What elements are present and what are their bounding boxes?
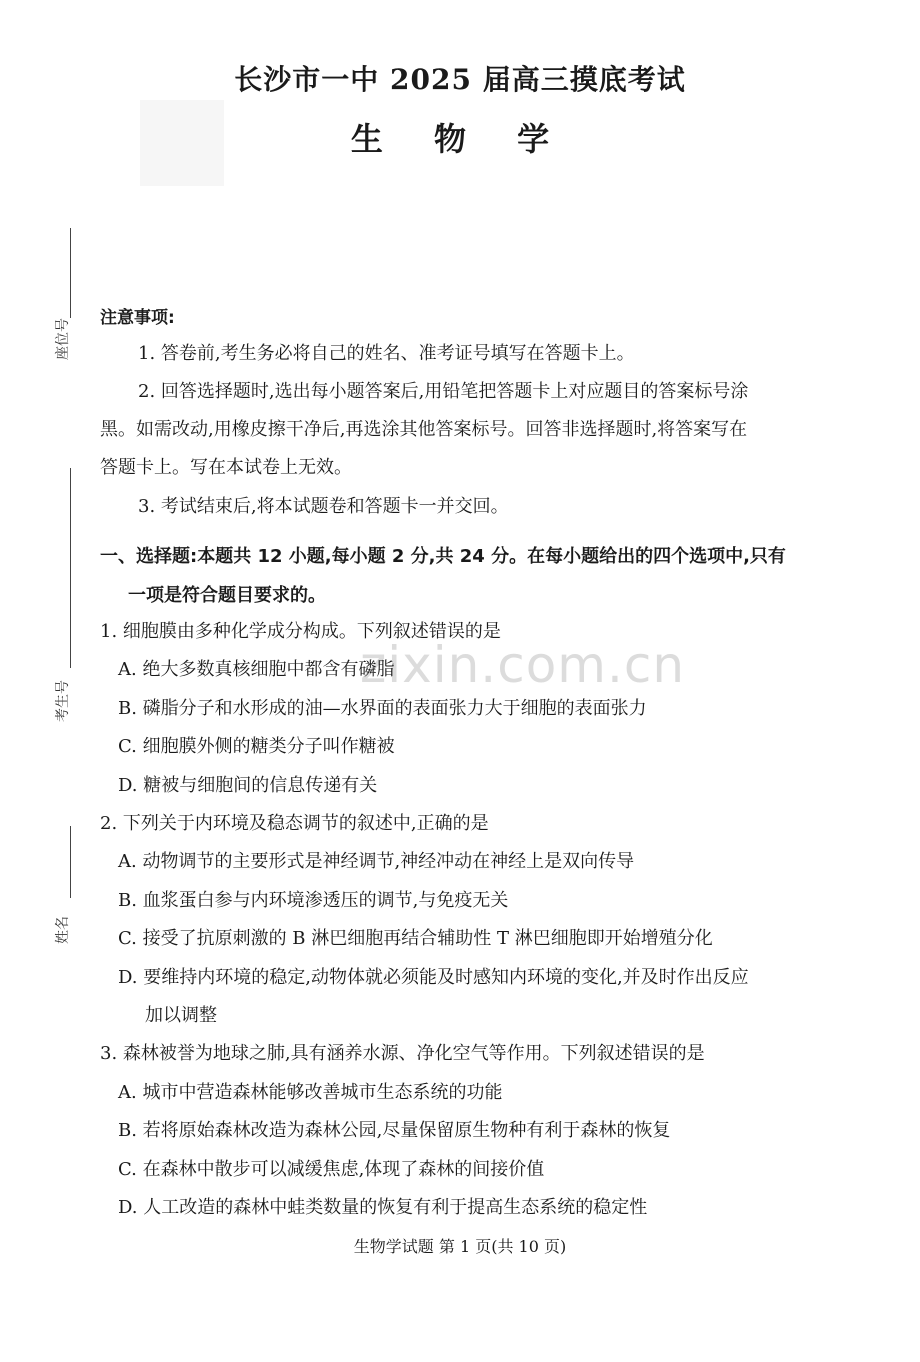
notice-item-2: 2. 回答选择题时,选出每小题答案后,用铅笔把答题卡上对应题目的答案标号涂 [138,381,749,402]
question-2-option-a: A. 动物调节的主要形式是神经调节,神经冲动在神经上是双向传导 [118,851,635,872]
seat-number-label: 座位号 [55,318,71,360]
question-1-stem: 1. 细胞膜由多种化学成分构成。下列叙述错误的是 [100,621,501,642]
question-1-option-c: C. 细胞膜外侧的糖类分子叫作糖被 [118,736,395,757]
question-3-option-b: B. 若将原始森林改造为森林公园,尽量保留原生物种有利于森林的恢复 [118,1120,671,1141]
name-line [70,826,71,898]
question-1-option-d: D. 糖被与细胞间的信息传递有关 [118,775,378,796]
question-1-option-a: A. 绝大多数真核细胞中都含有磷脂 [118,659,395,680]
question-3-stem: 3. 森林被誉为地球之肺,具有涵养水源、净化空气等作用。下列叙述错误的是 [100,1043,705,1064]
subject-title: 生 物 学 [350,120,570,158]
question-2-option-d-cont: 加以调整 [145,1005,217,1026]
seat-number-line [70,228,71,318]
page-footer: 生物学试题 第 1 页(共 10 页) [353,1237,567,1256]
question-2-option-b: B. 血浆蛋白参与内环境渗透压的调节,与免疫无关 [118,890,509,911]
watermark: zixin.com.cn [360,636,686,694]
exam-title: 长沙市一中 2025 届高三摸底考试 [234,63,686,96]
notice-item-3: 3. 考试结束后,将本试题卷和答题卡一并交回。 [138,496,509,517]
section-heading-line1: 一、选择题:本题共 12 小题,每小题 2 分,共 24 分。在每小题给出的四个选项中,只有 [100,546,786,567]
notice-heading: 注意事项: [100,308,175,328]
question-3-option-a: A. 城市中营造森林能够改善城市生态系统的功能 [118,1082,503,1103]
question-2-option-d: D. 要维持内环境的稳定,动物体就必须能及时感知内环境的变化,并及时作出反应 [118,967,749,988]
question-3-option-c: C. 在森林中散步可以减缓焦虑,体现了森林的间接价值 [118,1159,545,1180]
section-heading [100,538,786,615]
notice-item-2-cont: 黑。如需改动,用橡皮擦干净后,再选涂其他答案标号。回答非选择题时,将答案写在 [100,419,748,440]
name-label: 姓名 [55,916,71,944]
exam-number-label: 考生号 [55,680,71,722]
question-1-option-b: B. 磷脂分子和水形成的油—水界面的表面张力大于细胞的表面张力 [118,698,647,719]
exam-number-line [70,468,71,668]
notice-item-2-cont: 答题卡上。写在本试卷上无效。 [100,457,352,478]
question-3-option-d: D. 人工改造的森林中蛙类数量的恢复有利于提高生态系统的稳定性 [118,1197,648,1218]
question-2-stem: 2. 下列关于内环境及稳态调节的叙述中,正确的是 [100,813,489,834]
question-2-option-c: C. 接受了抗原刺激的 B 淋巴细胞再结合辅助性 T 淋巴细胞即开始增殖分化 [118,928,713,949]
notice-item-1: 1. 答卷前,考生务必将自己的姓名、准考证号填写在答题卡上。 [138,343,635,364]
section-heading-line2: 一项是符合题目要求的。 [128,584,326,606]
